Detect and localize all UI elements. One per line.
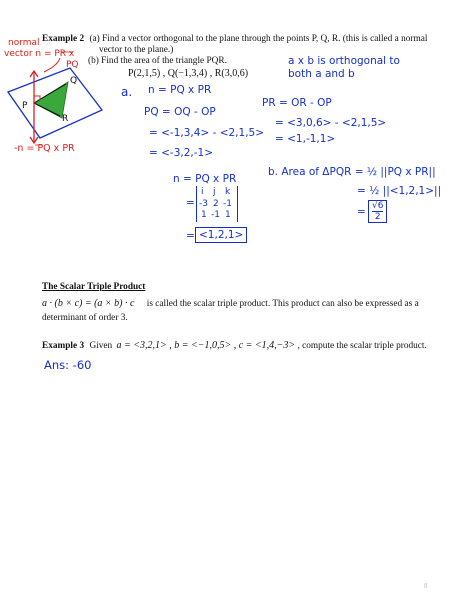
part-a-line4: = <-3,2,-1> <box>149 147 214 159</box>
det-r3c1: 1 <box>201 210 207 220</box>
triple-desc-cont: determinant of order 3. <box>42 313 128 323</box>
pr-line2: = <3,0,6> - <2,1,5> <box>275 117 387 129</box>
det-r2c2: 2 <box>213 199 219 209</box>
part-b-line1: b. Area of ΔPQR = ½ ||PQ x PR|| <box>268 166 436 178</box>
det-r1c3: k <box>225 187 231 197</box>
diagram-label-r: R <box>62 114 69 124</box>
example3-given: Given <box>89 341 113 351</box>
det-r1c1: i <box>201 187 204 197</box>
det-r2c3: -1 <box>223 199 232 209</box>
page-number: 8 <box>424 582 428 590</box>
example3-answer: Ans: -60 <box>44 358 92 372</box>
diagram-label-2: vector n = PR x <box>4 49 75 59</box>
result-eq: = <box>186 230 195 242</box>
diagram-bottom-label: -n = PQ x PR <box>14 143 75 154</box>
triple-line <box>42 298 419 310</box>
example2-part-a: (a) Find a vector orthogonal to the plane through the points P, Q, R. (this is called a normal <box>89 34 428 44</box>
example3-task: , compute the scalar triple product. <box>297 341 427 351</box>
area-denominator: 2 <box>374 212 381 222</box>
det-r3c2: -1 <box>211 210 220 220</box>
part-a-line3: = <-1,3,4> - <2,1,5> <box>149 127 265 139</box>
triple-heading: The Scalar Triple Product <box>42 282 146 292</box>
cross-line: n = PQ x PR <box>173 173 237 185</box>
diagram-label-1: normal <box>8 38 40 48</box>
diagram-label-3: PQ <box>66 60 79 70</box>
triple-formula: a · (b × c) = (a × b) · c <box>42 298 135 309</box>
part-b-line2: = ½ ||<1,2,1>|| <box>357 185 442 197</box>
det-r3c3: 1 <box>225 210 231 220</box>
part-a-line1: n = PQ x PR <box>148 84 212 96</box>
note-orthogonal-2: both a and b <box>288 68 355 80</box>
det-r2c1: -3 <box>199 199 208 209</box>
area-numerator: √6 <box>372 201 384 211</box>
example3-line <box>42 340 427 352</box>
result-box: <1,2,1> <box>195 227 247 243</box>
diagram-label-p: P <box>22 101 28 111</box>
example3-vectors: a = <3,2,1> , b = <−1,0,5> , c = <1,4,−3> <box>116 340 296 351</box>
pr-line1: PR = OR - OP <box>262 97 332 109</box>
example2-part-a-cont: vector to the plane.) <box>99 45 174 55</box>
example2-label: Example 2 <box>42 34 85 44</box>
pr-line3: = <1,-1,1> <box>275 133 336 145</box>
part-a-letter: a. <box>121 85 133 99</box>
determinant <box>196 186 238 222</box>
example2-points: P(2,1,5) , Q(−1,3,4) , R(3,0,6) <box>128 68 249 79</box>
diagram-label-q: Q <box>70 76 78 86</box>
example3-label: Example 3 <box>42 341 85 351</box>
det-r1c2: j <box>213 187 216 197</box>
note-orthogonal-1: a x b is orthogonal to <box>288 55 400 67</box>
part-a-line2: PQ = OQ - OP <box>144 106 216 118</box>
det-eq: = <box>186 197 195 209</box>
area-result-box <box>368 200 387 223</box>
part-b-line3-eq: = <box>357 206 366 218</box>
triple-desc: is called the scalar triple product. This product can also be expressed as a <box>146 299 419 309</box>
example2-part-b: (b) Find the area of the triangle PQR. <box>88 56 227 66</box>
